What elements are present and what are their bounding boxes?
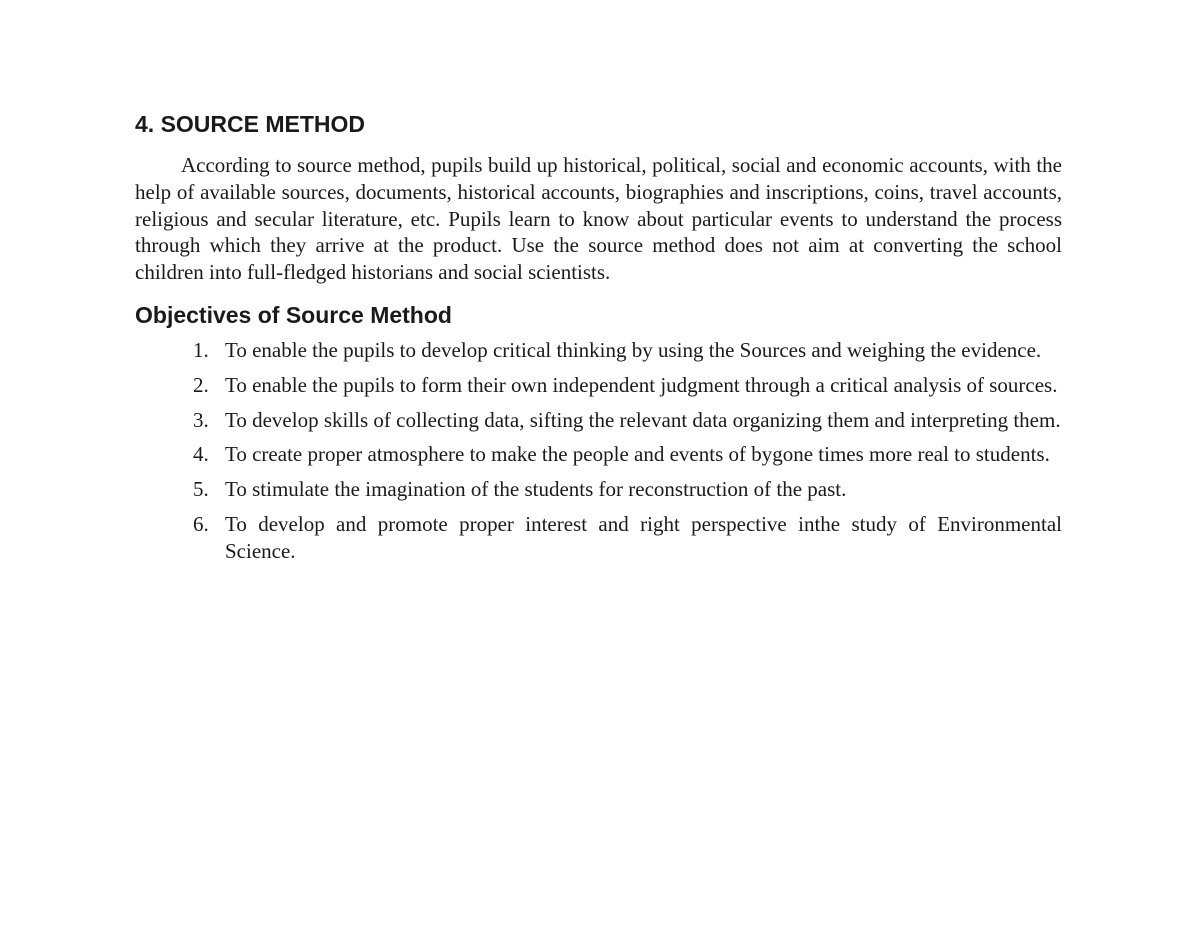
- objective-item: [135, 476, 1062, 503]
- intro-paragraph: According to source method, pupils build up historical, political, social and economic accounts, with the help of available sources, documents, historical accounts, biographies and inscriptions, coins, travel accounts, religious and secular literature, etc. Pupils learn to know about particular events to understand the process through which they arrive at the product. Use the source method does not aim at converting the school children into full-fledged historians and social scientists.: [135, 153, 1062, 285]
- objective-text: To create proper atmosphere to make the people and events of bygone times more real to students.: [225, 442, 1050, 467]
- objectives-list: [135, 337, 1062, 565]
- document-page: [135, 110, 1062, 573]
- objective-number: 6.: [193, 511, 209, 536]
- objective-item: [135, 407, 1062, 434]
- objective-text: To develop skills of collecting data, sifting the relevant data organizing them and interpreting them.: [225, 407, 1061, 432]
- objective-number: 3.: [193, 407, 209, 432]
- objective-text: To develop and promote proper interest and right perspective inthe study of Environmental Science.: [225, 511, 1062, 563]
- objective-item: [135, 511, 1062, 565]
- objective-text: To stimulate the imagination of the students for reconstruction of the past.: [225, 477, 847, 502]
- objective-number: 1.: [193, 337, 209, 362]
- objective-item: [135, 441, 1062, 468]
- objective-item: [135, 337, 1062, 364]
- objective-text: To enable the pupils to develop critical thinking by using the Sources and weighing the evidence.: [225, 337, 1042, 362]
- objective-number: 2.: [193, 372, 209, 397]
- objective-text: To enable the pupils to form their own independent judgment through a critical analysis of sources.: [225, 372, 1058, 397]
- objective-item: [135, 372, 1062, 399]
- objective-number: 4.: [193, 442, 209, 467]
- objectives-heading: Objectives of Source Method: [135, 301, 452, 328]
- objective-number: 5.: [193, 477, 209, 502]
- section-heading: 4. SOURCE METHOD: [135, 111, 366, 137]
